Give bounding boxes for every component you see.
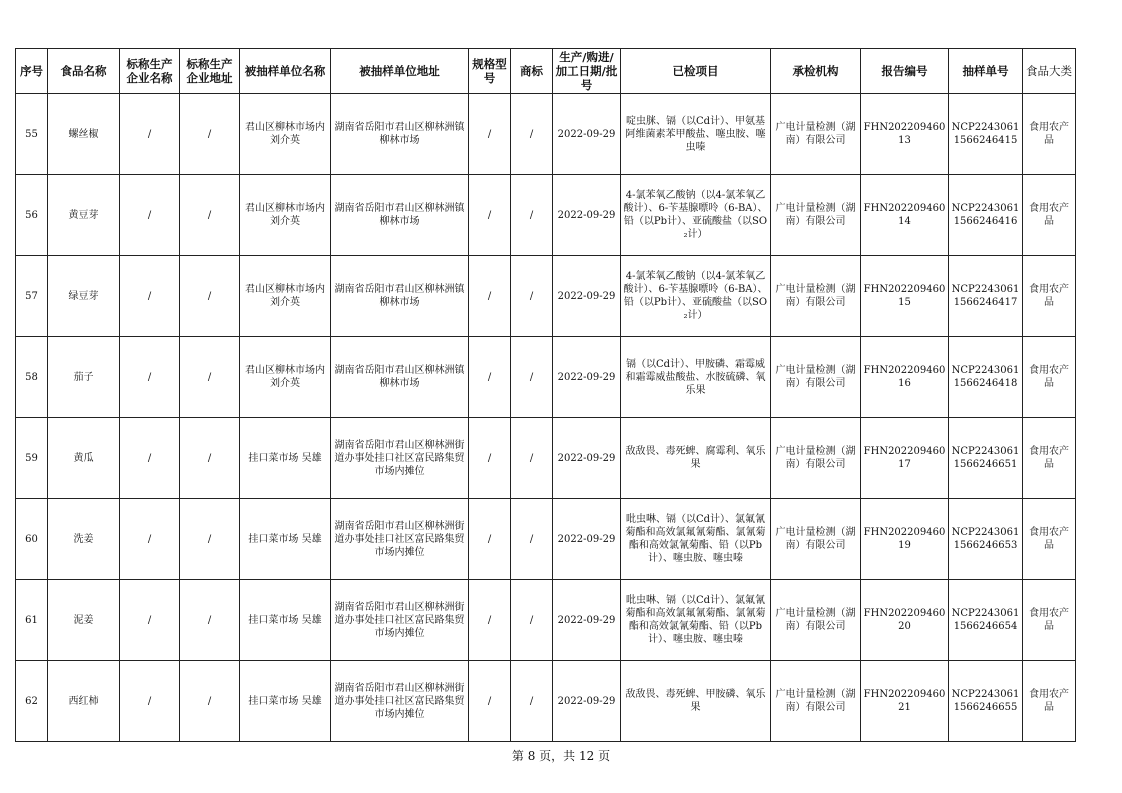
header-report-no: 报告编号 — [861, 49, 949, 94]
cell-unit: 挂口菜市场 吴雄 — [240, 418, 331, 499]
table-row — [16, 94, 1076, 175]
cell-unit-address: 湖南省岳阳市君山区柳林洲镇柳林市场 — [331, 175, 469, 256]
cell-report: FHN20220946015 — [861, 256, 949, 337]
header-row — [16, 49, 1076, 94]
page-footer: 第 8 页，共 12 页 — [511, 749, 611, 763]
cell-food: 黄瓜 — [48, 418, 120, 499]
cell-brand: / — [511, 256, 553, 337]
cell-spec: / — [469, 94, 511, 175]
cell-items: 4-氯苯氧乙酸钠（以4-氯苯氧乙酸计）、6-苄基腺嘌呤（6-BA）、铅（以Pb计）、亚硫酸盐（以SO₂计） — [621, 175, 771, 256]
cell-spec: / — [469, 499, 511, 580]
cell-food: 洗姜 — [48, 499, 120, 580]
cell-report: FHN20220946016 — [861, 337, 949, 418]
cell-company: / — [120, 418, 180, 499]
cell-date: 2022-09-29 — [553, 580, 621, 661]
cell-brand: / — [511, 94, 553, 175]
table-row — [16, 418, 1076, 499]
cell-items: 啶虫脒、镉（以Cd计）、甲氨基阿维菌素苯甲酸盐、噻虫胺、噻虫嗪 — [621, 94, 771, 175]
cell-brand: / — [511, 499, 553, 580]
cell-seq: 57 — [16, 256, 48, 337]
cell-category: 食用农产品 — [1023, 256, 1076, 337]
cell-category: 食用农产品 — [1023, 418, 1076, 499]
cell-seq: 56 — [16, 175, 48, 256]
cell-company: / — [120, 661, 180, 742]
cell-report: FHN20220946013 — [861, 94, 949, 175]
cell-category: 食用农产品 — [1023, 499, 1076, 580]
cell-company: / — [120, 94, 180, 175]
cell-company: / — [120, 175, 180, 256]
cell-company: / — [120, 499, 180, 580]
cell-unit: 挂口菜市场 吴雄 — [240, 580, 331, 661]
cell-address: / — [180, 661, 240, 742]
table-row — [16, 256, 1076, 337]
cell-unit-address: 湖南省岳阳市君山区柳林洲镇柳林市场 — [331, 256, 469, 337]
table-row — [16, 661, 1076, 742]
cell-unit: 君山区柳林市场内刘介英 — [240, 337, 331, 418]
cell-brand: / — [511, 661, 553, 742]
table-row — [16, 337, 1076, 418]
cell-items: 敌敌畏、毒死蜱、腐霉利、氧乐果 — [621, 418, 771, 499]
cell-sample: NCP22430611566246651 — [949, 418, 1023, 499]
cell-category: 食用农产品 — [1023, 94, 1076, 175]
cell-unit: 君山区柳林市场内刘介英 — [240, 175, 331, 256]
cell-agency: 广电计量检测（湖南）有限公司 — [771, 256, 861, 337]
cell-items: 吡虫啉、镉（以Cd计）、氯氟氰菊酯和高效氯氟氰菊酯、氯氰菊酯和高效氯氰菊酯、铅（以Pb计）、噻虫胺、噻虫嗪 — [621, 499, 771, 580]
cell-category: 食用农产品 — [1023, 175, 1076, 256]
cell-seq: 59 — [16, 418, 48, 499]
cell-sample: NCP22430611566246655 — [949, 661, 1023, 742]
cell-unit: 挂口菜市场 吴雄 — [240, 661, 331, 742]
cell-food: 泥姜 — [48, 580, 120, 661]
cell-report: FHN20220946019 — [861, 499, 949, 580]
cell-seq: 60 — [16, 499, 48, 580]
cell-unit-address: 湖南省岳阳市君山区柳林洲街道办事处挂口社区富民路集贸市场内摊位 — [331, 580, 469, 661]
header-sampled-address: 被抽样单位地址 — [331, 49, 469, 94]
cell-address: / — [180, 94, 240, 175]
cell-company: / — [120, 580, 180, 661]
cell-company: / — [120, 337, 180, 418]
cell-unit-address: 湖南省岳阳市君山区柳林洲镇柳林市场 — [331, 94, 469, 175]
cell-agency: 广电计量检测（湖南）有限公司 — [771, 499, 861, 580]
cell-brand: / — [511, 175, 553, 256]
header-sample-no: 抽样单号 — [949, 49, 1023, 94]
inspection-table — [15, 48, 1076, 742]
cell-spec: / — [469, 256, 511, 337]
cell-unit: 君山区柳林市场内刘介英 — [240, 256, 331, 337]
cell-spec: / — [469, 418, 511, 499]
cell-spec: / — [469, 661, 511, 742]
cell-agency: 广电计量检测（湖南）有限公司 — [771, 661, 861, 742]
cell-sample: NCP22430611566246654 — [949, 580, 1023, 661]
cell-brand: / — [511, 580, 553, 661]
cell-report: FHN20220946021 — [861, 661, 949, 742]
cell-unit-address: 湖南省岳阳市君山区柳林洲街道办事处挂口社区富民路集贸市场内摊位 — [331, 418, 469, 499]
cell-sample: NCP22430611566246417 — [949, 256, 1023, 337]
cell-category: 食用农产品 — [1023, 661, 1076, 742]
cell-date: 2022-09-29 — [553, 94, 621, 175]
cell-items: 4-氯苯氧乙酸钠（以4-氯苯氧乙酸计）、6-苄基腺嘌呤（6-BA）、铅（以Pb计）、亚硫酸盐（以SO₂计） — [621, 256, 771, 337]
header-agency: 承检机构 — [771, 49, 861, 94]
cell-date: 2022-09-29 — [553, 661, 621, 742]
cell-items: 敌敌畏、毒死蜱、甲胺磷、氧乐果 — [621, 661, 771, 742]
cell-unit-address: 湖南省岳阳市君山区柳林洲街道办事处挂口社区富民路集贸市场内摊位 — [331, 499, 469, 580]
cell-seq: 58 — [16, 337, 48, 418]
header-brand: 商标 — [511, 49, 553, 94]
cell-category: 食用农产品 — [1023, 580, 1076, 661]
cell-agency: 广电计量检测（湖南）有限公司 — [771, 337, 861, 418]
cell-sample: NCP22430611566246653 — [949, 499, 1023, 580]
cell-food: 黄豆芽 — [48, 175, 120, 256]
cell-address: / — [180, 499, 240, 580]
cell-agency: 广电计量检测（湖南）有限公司 — [771, 94, 861, 175]
cell-items: 吡虫啉、镉（以Cd计）、氯氟氰菊酯和高效氯氟氰菊酯、氯氰菊酯和高效氯氰菊酯、铅（以Pb计）、噻虫胺、噻虫嗪 — [621, 580, 771, 661]
cell-agency: 广电计量检测（湖南）有限公司 — [771, 175, 861, 256]
cell-date: 2022-09-29 — [553, 337, 621, 418]
cell-unit: 君山区柳林市场内刘介英 — [240, 94, 331, 175]
cell-seq: 61 — [16, 580, 48, 661]
cell-sample: NCP22430611566246415 — [949, 94, 1023, 175]
cell-food: 绿豆芽 — [48, 256, 120, 337]
cell-spec: / — [469, 580, 511, 661]
header-sampled-unit: 被抽样单位名称 — [240, 49, 331, 94]
header-spec: 规格型号 — [469, 49, 511, 94]
cell-spec: / — [469, 175, 511, 256]
cell-address: / — [180, 418, 240, 499]
cell-food: 茄子 — [48, 337, 120, 418]
cell-spec: / — [469, 337, 511, 418]
cell-food: 西红柿 — [48, 661, 120, 742]
cell-report: FHN20220946020 — [861, 580, 949, 661]
cell-sample: NCP22430611566246418 — [949, 337, 1023, 418]
header-seq: 序号 — [16, 49, 48, 94]
header-items: 已检项目 — [621, 49, 771, 94]
cell-brand: / — [511, 337, 553, 418]
cell-unit: 挂口菜市场 吴雄 — [240, 499, 331, 580]
cell-report: FHN20220946014 — [861, 175, 949, 256]
cell-date: 2022-09-29 — [553, 499, 621, 580]
cell-address: / — [180, 256, 240, 337]
cell-company: / — [120, 256, 180, 337]
header-date: 生产/购进/加工日期/批号 — [553, 49, 621, 94]
cell-date: 2022-09-29 — [553, 175, 621, 256]
cell-report: FHN20220946017 — [861, 418, 949, 499]
cell-category: 食用农产品 — [1023, 337, 1076, 418]
cell-date: 2022-09-29 — [553, 256, 621, 337]
header-food-name: 食品名称 — [48, 49, 120, 94]
cell-date: 2022-09-29 — [553, 418, 621, 499]
cell-agency: 广电计量检测（湖南）有限公司 — [771, 418, 861, 499]
cell-address: / — [180, 175, 240, 256]
cell-address: / — [180, 580, 240, 661]
cell-agency: 广电计量检测（湖南）有限公司 — [771, 580, 861, 661]
cell-seq: 55 — [16, 94, 48, 175]
header-nominal-company: 标称生产企业名称 — [120, 49, 180, 94]
table-row — [16, 175, 1076, 256]
table-row — [16, 580, 1076, 661]
cell-address: / — [180, 337, 240, 418]
cell-unit-address: 湖南省岳阳市君山区柳林洲镇柳林市场 — [331, 337, 469, 418]
header-nominal-address: 标称生产企业地址 — [180, 49, 240, 94]
table-row — [16, 499, 1076, 580]
cell-brand: / — [511, 418, 553, 499]
cell-seq: 62 — [16, 661, 48, 742]
cell-sample: NCP22430611566246416 — [949, 175, 1023, 256]
cell-food: 螺丝椒 — [48, 94, 120, 175]
cell-unit-address: 湖南省岳阳市君山区柳林洲街道办事处挂口社区富民路集贸市场内摊位 — [331, 661, 469, 742]
header-category: 食品大类 — [1023, 49, 1076, 94]
cell-items: 镉（以Cd计）、甲胺磷、霜霉威和霜霉威盐酸盐、水胺硫磷、氧乐果 — [621, 337, 771, 418]
